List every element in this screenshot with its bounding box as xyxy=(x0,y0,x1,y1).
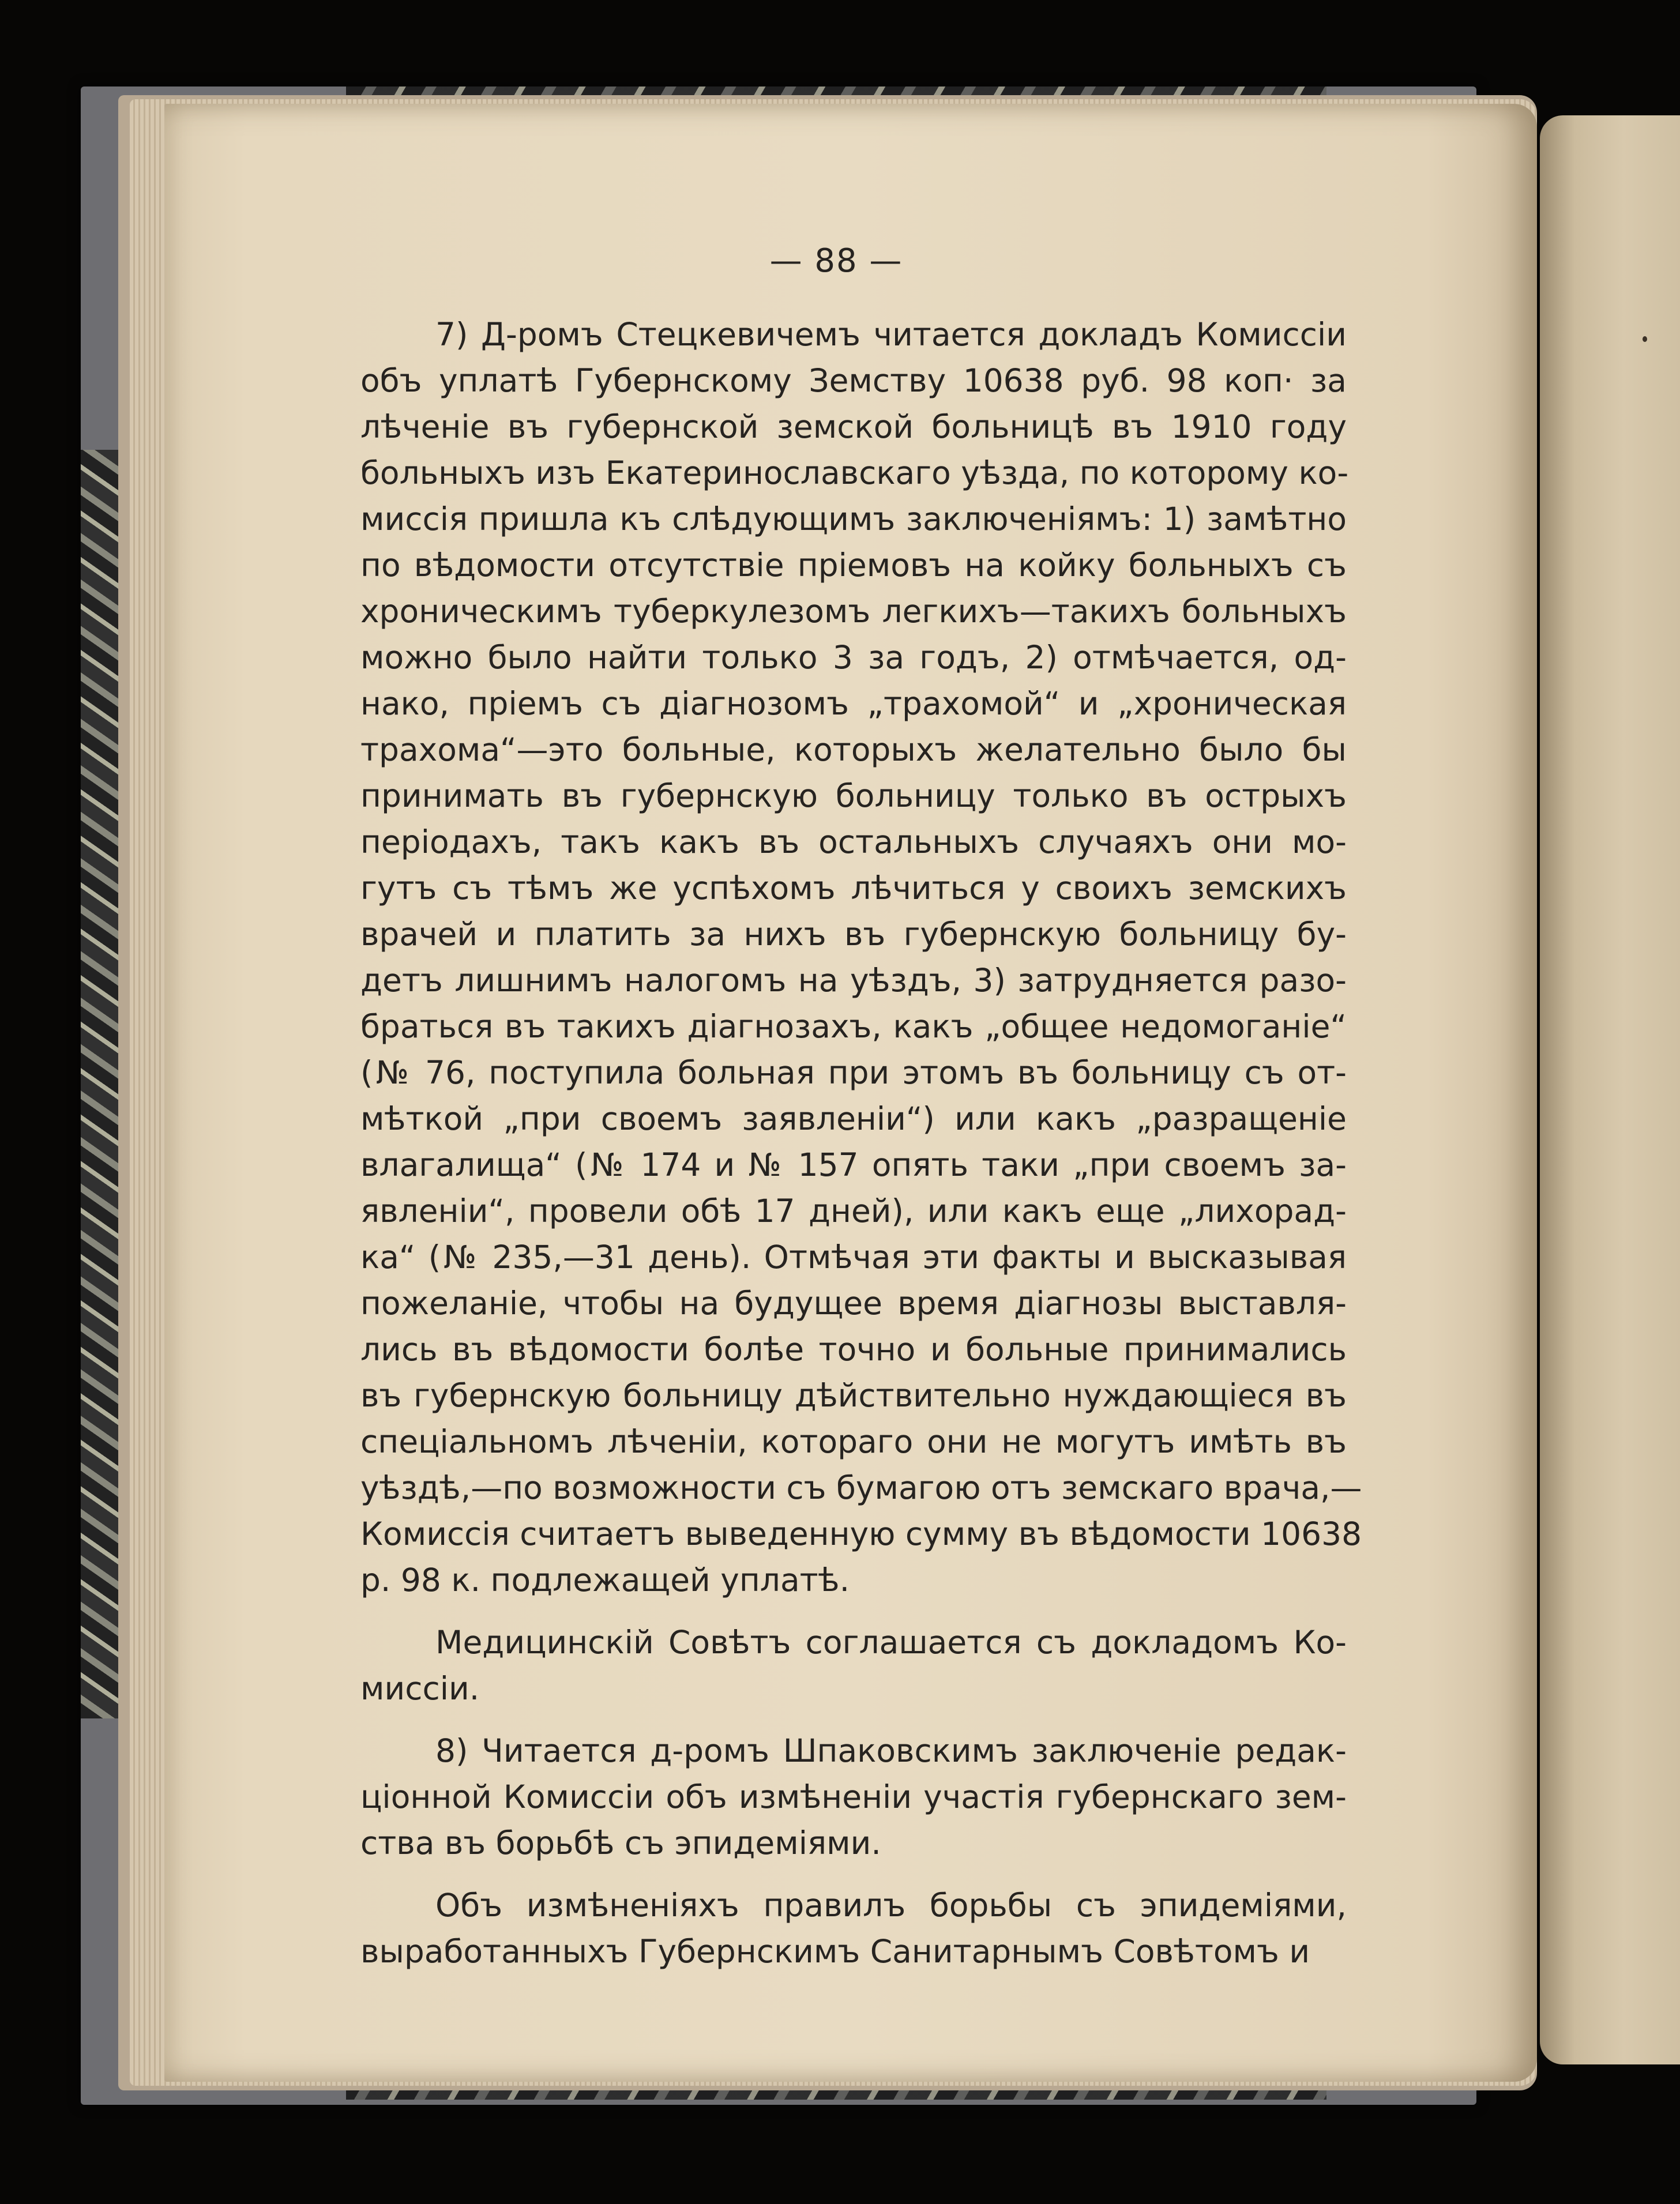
text-line: влагалища“ (№ 174 и № 157 опять таки „при своемъ за- xyxy=(360,1146,1347,1183)
text-line: принимать въ губернскую больницу только въ острыхъ xyxy=(360,777,1347,814)
text-line: нако, пріемъ съ діагнозомъ „трахомой“ и „хроническая xyxy=(360,685,1347,722)
paragraph-2 xyxy=(360,1619,1347,1712)
text-line: объ уплатѣ Губернскому Земству 10638 руб. 98 коп· за xyxy=(360,362,1347,399)
text-line: Медицинскій Совѣтъ соглашается съ докладомъ Ко- xyxy=(435,1624,1347,1661)
text-line: гутъ съ тѣмъ же успѣхомъ лѣчиться у своихъ земскихъ xyxy=(360,870,1347,907)
text-line: больныхъ изъ Екатеринославскаго уѣзда, по которому ко- xyxy=(360,454,1349,491)
text-line: трахома“—это больные, которыхъ желательно было бы xyxy=(360,731,1347,768)
text-line: врачей и платить за нихъ въ губернскую больницу бу- xyxy=(360,916,1347,953)
page-body-text xyxy=(360,311,1362,1974)
text-line: выработанныхъ Губернскимъ Санитарнымъ Совѣтомъ и xyxy=(360,1933,1310,1970)
text-line: періодахъ, такъ какъ въ остальныхъ случаяхъ они мо- xyxy=(360,823,1347,860)
text-line: Объ измѣненіяхъ правилъ борьбы съ эпидеміями, xyxy=(435,1887,1347,1924)
text-line: миссія пришла къ слѣдующимъ заключеніямъ: 1) замѣтно xyxy=(360,501,1347,537)
facing-page-mark xyxy=(1643,336,1647,342)
text-line: ціонной Комиссіи объ измѣненіи участія губернскаго зем- xyxy=(360,1778,1347,1815)
text-line: явленіи“, провели обѣ 17 дней), или какъ еще „лихорад- xyxy=(360,1193,1347,1229)
text-line: лѣченіе въ губернской земской больницѣ въ 1910 году xyxy=(360,408,1347,445)
text-line: пожеланіе, чтобы на будущее время діагнозы выставля- xyxy=(360,1285,1347,1322)
text-line: можно было найти только 3 за годъ, 2) отмѣчается, од- xyxy=(360,639,1347,676)
text-line: браться въ такихъ діагнозахъ, какъ „общее недомоганіе“ xyxy=(360,1008,1347,1045)
text-line: мѣткой „при своемъ заявленіи“) или какъ „разращеніе xyxy=(360,1100,1347,1137)
text-line: въ губернскую больницу дѣйствительно нуждающіеся въ xyxy=(360,1377,1347,1414)
paragraph-3 xyxy=(360,1728,1347,1866)
marbled-edge-left xyxy=(81,450,121,1718)
paragraph-4 xyxy=(360,1882,1347,1974)
text-line: (№ 76, поступила больная при этомъ въ больницу съ от- xyxy=(360,1054,1347,1091)
text-line: 7) Д-ромъ Стецкевичемъ читается докладъ Комиссіи xyxy=(435,316,1347,353)
text-line: детъ лишнимъ налогомъ на уѣздъ, 3) затрудняется разо- xyxy=(360,962,1347,999)
text-line: хроническимъ туберкулезомъ легкихъ—такихъ больныхъ xyxy=(360,593,1347,630)
text-line: 8) Читается д-ромъ Шпаковскимъ заключеніе редак- xyxy=(435,1732,1347,1769)
text-line: Комиссія считаетъ выведенную сумму въ вѣдомости 10638 xyxy=(360,1515,1362,1552)
text-line: миссіи. xyxy=(360,1670,480,1707)
page-number: — 88 — xyxy=(769,242,903,280)
text-line: ства въ борьбѣ съ эпидеміями. xyxy=(360,1825,881,1861)
text-line: по вѣдомости отсутствіе пріемовъ на койку больныхъ съ xyxy=(360,547,1347,584)
facing-page xyxy=(1540,115,1680,2064)
text-line: р. 98 к. подлежащей уплатѣ. xyxy=(360,1562,850,1599)
text-line: ка“ (№ 235,—31 день). Отмѣчая эти факты и высказывая xyxy=(360,1239,1347,1276)
text-line: спеціальномъ лѣченіи, котораго они не могутъ имѣть въ xyxy=(360,1423,1347,1460)
text-line: уѣздѣ,—по возможности съ бумагою отъ земскаго врача,— xyxy=(360,1469,1362,1506)
text-line: лись въ вѣдомости болѣе точно и больные принимались xyxy=(360,1331,1347,1368)
paragraph-1 xyxy=(360,311,1362,1603)
